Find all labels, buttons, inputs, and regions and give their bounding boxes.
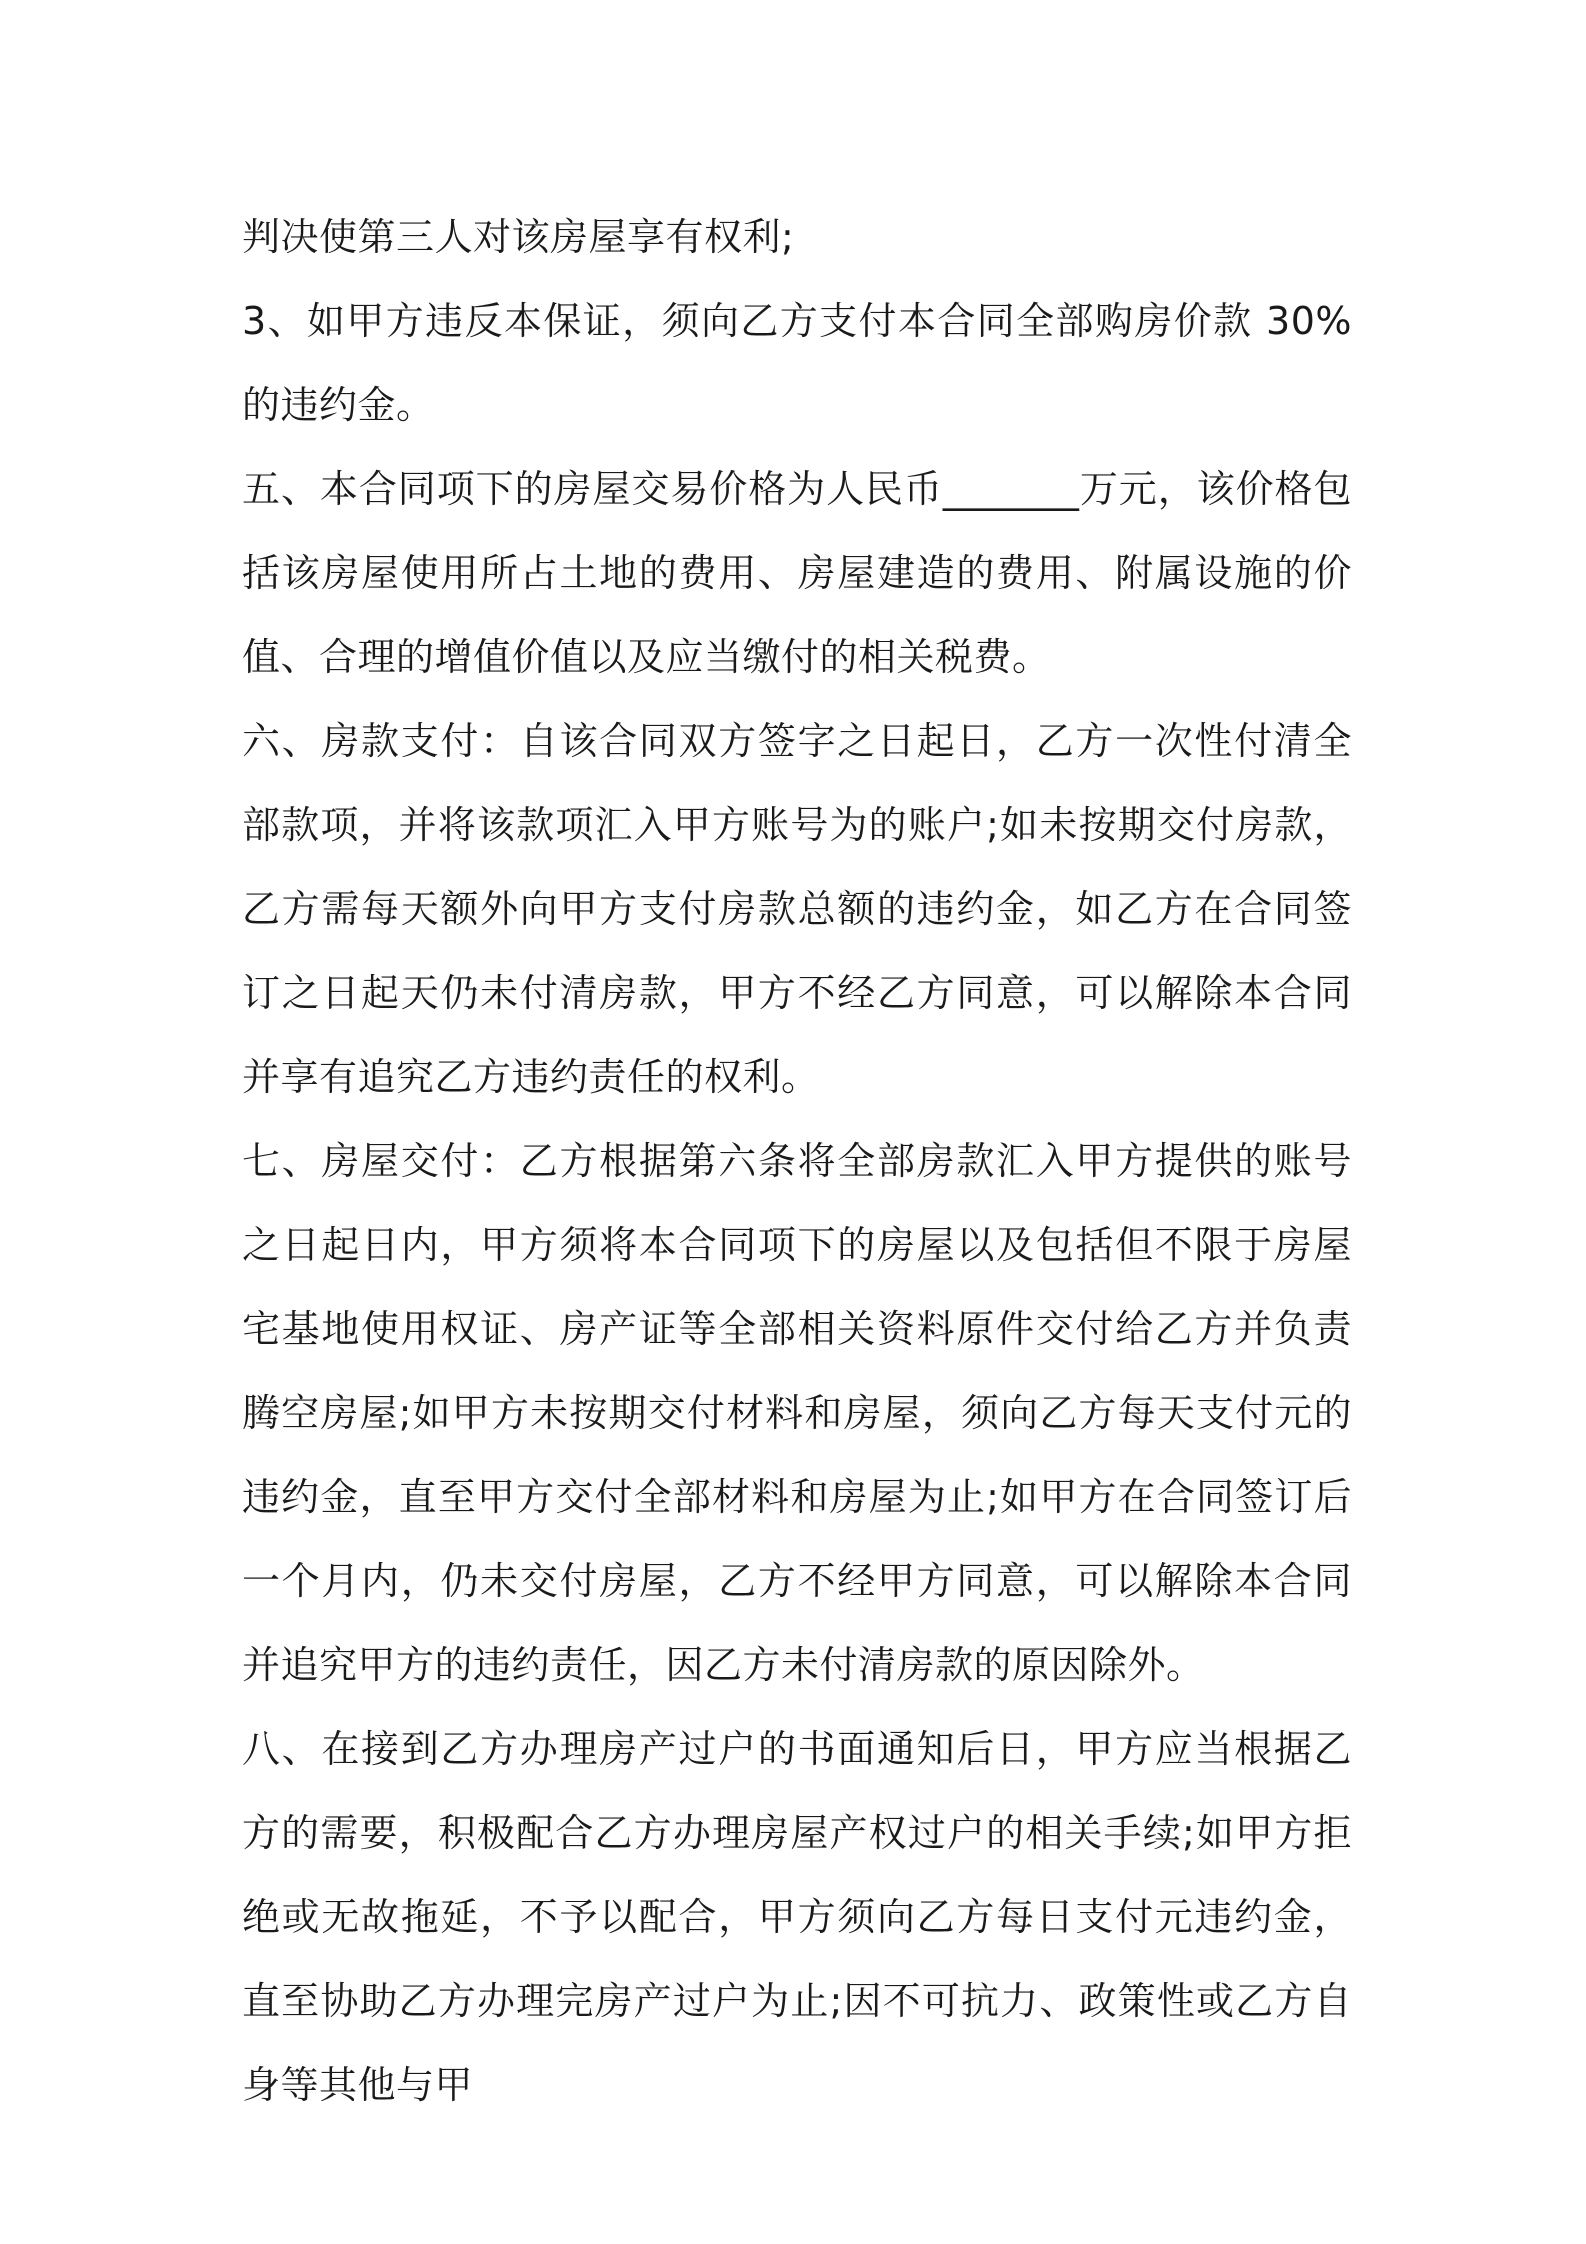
paragraph-clause-6: 六、房款支付：自该合同双方签字之日起日，乙方一次性付清全部款项，并将该款项汇入甲方账号为的账户;如未按期交付房款，乙方需每天额外向甲方支付房款总额的违约金，如乙方在合同签订之日起天仍未付清房款，甲方不经乙方同意，可以解除本合同并享有追究乙方违约责任的权利。	[242, 719, 1352, 1099]
paragraph-clause-4-3: 3、如甲方违反本保证，须向乙方支付本合同全部购房价款 30%的违约金。	[242, 299, 1352, 427]
paragraph-continuation: 判决使第三人对该房屋享有权利;	[242, 215, 795, 259]
paragraph-clause-5: 五、本合同项下的房屋交易价格为人民币_______万元，该价格包括该房屋使用所占土地的费用、房屋建造的费用、附属设施的价值、合理的增值价值以及应当缴付的相关税费。	[242, 467, 1352, 679]
paragraph-clause-7: 七、房屋交付：乙方根据第六条将全部房款汇入甲方提供的账号之日起日内，甲方须将本合同项下的房屋以及包括但不限于房屋宅基地使用权证、房产证等全部相关资料原件交付给乙方并负责腾空房屋;如甲方未按期交付材料和房屋，须向乙方每天支付元的违约金，直至甲方交付全部材料和房屋为止;如甲方在合同签订后一个月内，仍未交付房屋，乙方不经甲方同意，可以解除本合同并追究甲方的违约责任，因乙方未付清房款的原因除外。	[242, 1139, 1352, 1687]
document-body	[242, 195, 1352, 2127]
paragraph-clause-8: 八、在接到乙方办理房产过户的书面通知后日，甲方应当根据乙方的需要，积极配合乙方办理房屋产权过户的相关手续;如甲方拒绝或无故拖延，不予以配合，甲方须向乙方每日支付元违约金，直至协助乙方办理完房产过户为止;因不可抗力、政策性或乙方自身等其他与甲	[242, 1727, 1352, 2107]
